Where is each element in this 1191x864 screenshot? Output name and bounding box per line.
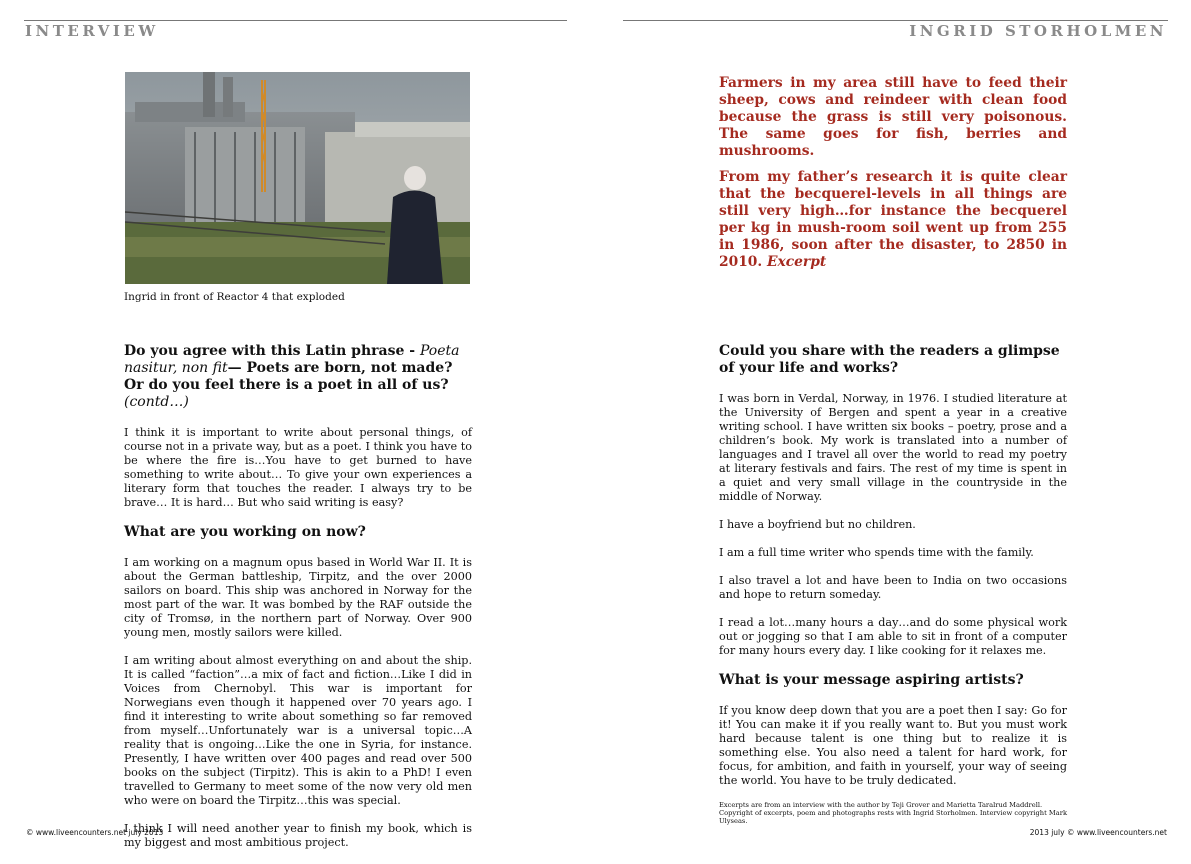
quote-paragraph: Farmers in my area still have to feed their sheep, cows and reindeer with clean food because the grass is still very poisonous. The same goes for fish, berries and mushrooms. xyxy=(719,75,1067,159)
right-column xyxy=(719,343,1067,802)
answer-paragraph: I am writing about almost everything on and about the ship. It is called “faction”…a mix of fact and fiction…Like I did in Voices from Chernobyl. This war is important for Norwegians even though it happened over 70 years ago. I find it interesting to write about something so far removed from myself…Unfortunately war is a universal topic…A reality that is ongoing…Like the one in Syria, for instance. Presently, I have written over 400 pages and read over 500 books on the subject (Tirpitz). This is akin to a PhD! I even travelled to Germany to meet some of the now very old men who were on board the Tirpitz…this was special. xyxy=(124,654,472,807)
answer-paragraph: I am working on a magnum opus based in World War II. It is about the German battleship, Tirpitz, and the over 2000 sailors on board. This ship was anchored in Norway for the most part of the war. It was bombed by the RAF outside the city of Tromsø, in the northern part of Norway. Over 900 young men, mostly sailors were killed. xyxy=(124,556,472,639)
pull-quote xyxy=(719,75,1067,280)
reactor-photo-image xyxy=(125,72,470,284)
quote-source: Excerpt xyxy=(767,254,827,270)
section-title: INTERVIEW xyxy=(25,22,159,40)
quote-paragraph: From my father’s research it is quite clear that the becquerel-levels in all things are still very high…for instance the becquerel per kg in mush-room soil went up from 255 in 1986, soon after the disaster, to 2850 in 2010. Excerpt xyxy=(719,169,1067,270)
photo-caption: Ingrid in front of Reactor 4 that exploded xyxy=(124,291,345,303)
left-column xyxy=(124,343,472,864)
interview-credits: Excerpts are from an interview with the author by Teji Grover and Marietta Taralrud Maddrell. Copyright of excerpts, poem and photographs rests with Ingrid Storholmen. Interview copyright Mark Ulyseas. xyxy=(719,801,1067,826)
author-title: INGRID STORHOLMEN xyxy=(909,22,1167,40)
header-rule-right xyxy=(623,20,1168,21)
answer-paragraph: I think I will need another year to finish my book, which is my biggest and most ambitious project. xyxy=(124,822,472,849)
footer-left: © www.liveencounters.net july 2013 xyxy=(26,828,164,837)
answer-paragraph: I also travel a lot and have been to India on two occasions and hope to return someday. xyxy=(719,574,1067,601)
reactor-photo xyxy=(125,72,470,284)
question-heading: Do you agree with this Latin phrase - Poeta nasitur, non fit— Poets are born, not made? Or do you feel there is a poet in all of us? (contd…) xyxy=(124,343,460,410)
header-rule-left xyxy=(24,20,567,21)
answer-paragraph: I am a full time writer who spends time with the family. xyxy=(719,546,1034,559)
answer-paragraph: I have a boyfriend but no children. xyxy=(719,518,916,531)
answer-paragraph: I think it is important to write about personal things, of course not in a private way, but as a poet. I think you have to be where the fire is…You have to get burned to have something to write about… To give your own experiences a literary form that touches the reader. I always try to be brave… It is hard… But who said writing is easy? xyxy=(124,426,472,509)
question-heading: What are you working on now? xyxy=(124,524,366,540)
question-heading: Could you share with the readers a glimpse of your life and works? xyxy=(719,343,1060,376)
answer-paragraph: I read a lot…many hours a day…and do some physical work out or jogging so that I am able to sit in front of a computer for many hours every day. I like cooking for it relaxes me. xyxy=(719,616,1067,657)
answer-paragraph: I was born in Verdal, Norway, in 1976. I studied literature at the University of Bergen and spent a year in a creative writing school. I have written six books – poetry, prose and a children’s book. My work is translated into a number of languages and I travel all over the world to read my poetry at literary festivals and fairs. The rest of my time is spent in a quiet and very small village in the countryside in the middle of Norway. xyxy=(719,392,1067,503)
answer-paragraph: If you know deep down that you are a poet then I say: Go for it! You can make it if you really want to. But you must work hard because talent is one thing but to realize it is something else. You also need a talent for hard work, for focus, for ambition, and faith in yourself, your way of seeing the world. You have to be truly dedicated. xyxy=(719,704,1067,787)
footer-right: 2013 july © www.liveencounters.net xyxy=(1029,828,1167,837)
question-heading: What is your message aspiring artists? xyxy=(719,672,1024,688)
